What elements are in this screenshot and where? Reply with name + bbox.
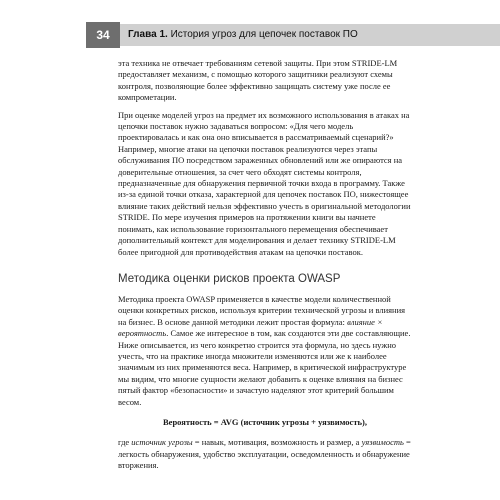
inline-formula: влияние × вероятность xyxy=(118,316,383,339)
paragraph-3-end: . Самое же интересное в том, как создаются эти две составляющие. Ниже описывается, из чего конкретно строится эта формула, но здесь нужно учесть, что на практике иногда множители изменяются или же к наиболее значимым из них применяются веса. Например, в критической инфраструктуре мы видим, что многие сущности желают добавить к оценке влияния на бизнес пятый фактор «безопасности» и зачастую наделяют этот критерий большим весом. xyxy=(118,328,411,407)
chapter-title xyxy=(128,29,358,40)
term-vulnerability: уязвимость xyxy=(361,437,404,448)
section-heading: Методика оценки рисков проекта OWASP xyxy=(118,272,341,285)
page-number: 34 xyxy=(86,22,120,48)
paragraph-4-start: где xyxy=(118,437,132,448)
paragraph-1: эта техника не отвечает требованиям сетевой защиты. При этом STRIDE-LM предоставляет механизм, с помощью которого защитники реализуют схемы контроля, позволяющие более эффективно защищать систему уже после ее компрометации. xyxy=(118,58,398,103)
page-body xyxy=(118,58,412,472)
paragraph-2: При оценке моделей угроз на предмет их возможного использования в атаках на цепочки поставок нужно задаваться вопросом: «Для чего модель проектировалась и как она оно вписывается в рассматриваемый сценарий?» Например, многие атаки на цепочки поставок реализуются через этапы обслуживания ПО посредством зараженных обновлений или же опираются на доверительные отношения, за счет чего обходят системы контроля, предназначенные для обнаружения первичной точки входа в программу. Также из-за единой точки отказа, характерной для цепочек поставок ПО, нижестоящее влияние таких действий нельзя эффективно учесть в оригинальной методологии STRIDE. По мере изучения примеров на протяжении книги вы начнете понимать, как использование горизонтального перемещения обеспечивает дополнительный контекст для моделирования и делает технику STRIDE-LM более пригодной для противодействия атакам на цепочки поставок. xyxy=(118,109,411,257)
paragraph-4 xyxy=(118,437,412,471)
paragraph-4-mid: = навык, мотивация, возможность и размер, а xyxy=(192,437,362,448)
chapter-label: Глава 1. xyxy=(128,29,168,40)
paragraph-3 xyxy=(118,294,412,408)
formula: Вероятность = AVG (источник угрозы + уязвимость), xyxy=(163,416,367,427)
paragraph-4-end: = легкость обнаружения, удобство эксплуатации, осведомленность и обнаружение вторжения. xyxy=(118,437,411,471)
term-threat-source: источник угрозы xyxy=(131,437,193,448)
paragraph-3-start: Методика проекта OWASP применяется в качестве модели количественной оценки конкретных рисков, используя критерии технической угрозы и влияния на бизнес. В основе данной методики лежит простая формула: xyxy=(118,293,406,327)
chapter-title-text: История угроз для цепочек поставок ПО xyxy=(170,29,358,40)
